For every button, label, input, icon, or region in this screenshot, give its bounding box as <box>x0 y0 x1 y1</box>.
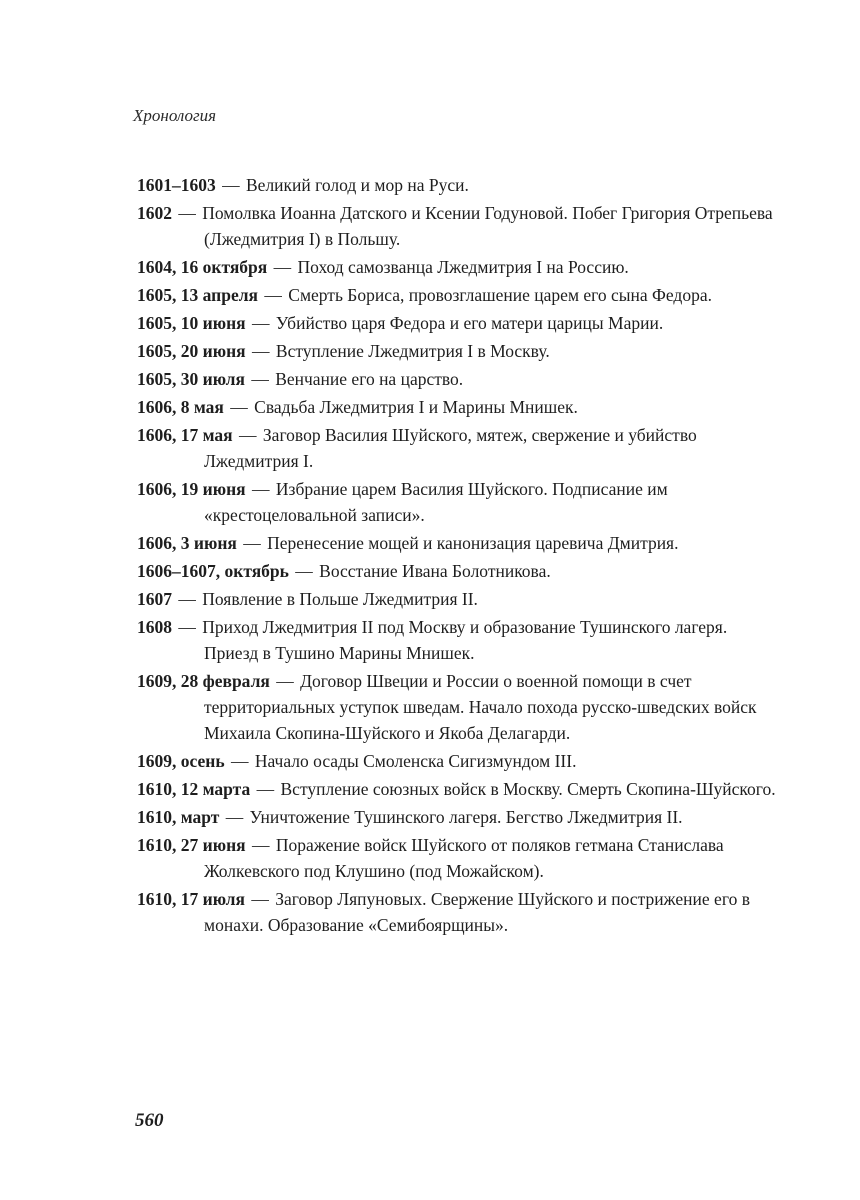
entry-text: Уничтожение Тушинского лагеря. Бегство Лжедмитрия II. <box>249 807 683 827</box>
dash-separator: — <box>247 313 274 333</box>
entry-text: Начало осады Смоленска Сигизмундом III. <box>254 751 577 771</box>
dash-separator: — <box>269 257 296 277</box>
entry-text: Заговор Ляпуновых. Свержение Шуйского и пострижение его в монахи. Образование «Семибоярщины». <box>204 889 750 935</box>
dash-separator: — <box>221 807 248 827</box>
chronology-entry <box>137 338 777 364</box>
chronology-entry <box>137 172 777 198</box>
chronology-entry <box>137 886 777 938</box>
page-number: 560 <box>135 1110 164 1131</box>
entry-date: 1610, 27 июня <box>137 835 246 855</box>
dash-separator: — <box>234 425 261 445</box>
running-head: Хронология <box>133 106 217 125</box>
entry-text: Вступление союзных войск в Москву. Смерть Скопина-Шуйского. <box>280 779 776 799</box>
dash-separator: — <box>260 285 287 305</box>
chronology-entry <box>137 254 777 280</box>
dash-separator: — <box>252 779 279 799</box>
entry-date: 1606, 17 мая <box>137 425 233 445</box>
chronology-entry <box>137 586 777 612</box>
entry-date: 1605, 13 апреля <box>137 285 259 305</box>
entry-text: Смерть Бориса, провозглашение царем его сына Федора. <box>288 285 712 305</box>
entry-text: Избрание царем Василия Шуйского. Подписание им «крестоцеловальной записи». <box>204 479 668 525</box>
dash-separator: — <box>174 589 201 609</box>
entry-date: 1605, 30 июля <box>137 369 245 389</box>
chronology-entry <box>137 476 777 528</box>
entry-date: 1604, 16 октября <box>137 257 268 277</box>
entry-text: Поражение войск Шуйского от поляков гетмана Станислава Жолкевского под Клушино (под Можайском). <box>204 835 724 881</box>
chronology-entry <box>137 748 777 774</box>
dash-separator: — <box>290 561 318 581</box>
entry-text: Перенесение мощей и канонизация царевича Дмитрия. <box>267 533 679 553</box>
entry-text: Договор Швеции и России о военной помощи в счет территориальных уступок шведам. Начало похода русско-шведских войск Михаила Скопина-Шуйского и Якоба Делагарди. <box>204 671 757 743</box>
entry-date: 1601–1603 <box>137 175 216 195</box>
entry-date: 1608 <box>137 617 172 637</box>
dash-separator: — <box>174 203 201 223</box>
entry-text: Помолвка Иоанна Датского и Ксении Годуновой. Побег Григория Отрепьева (Лжедмитрия I) в Польшу. <box>202 203 773 249</box>
chronology-entry <box>137 200 777 252</box>
entry-text: Великий голод и мор на Руси. <box>246 175 469 195</box>
chronology-entry <box>137 558 777 584</box>
entry-date: 1605, 10 июня <box>137 313 246 333</box>
entry-date: 1607 <box>137 589 172 609</box>
dash-separator: — <box>217 175 244 195</box>
entry-date: 1606–1607, октябрь <box>137 561 289 581</box>
entry-text: Свадьба Лжедмитрия I и Марины Мнишек. <box>254 397 578 417</box>
entry-text: Венчание его на царство. <box>275 369 464 389</box>
entry-date: 1610, 12 марта <box>137 779 251 799</box>
entry-text: Приход Лжедмитрия II под Москву и образование Тушинского лагеря. Приезд в Тушино Марины Мнишек. <box>202 617 728 663</box>
chronology-entry <box>137 394 777 420</box>
chronology-entry <box>137 614 777 666</box>
entry-text: Поход самозванца Лжедмитрия I на Россию. <box>297 257 629 277</box>
dash-separator: — <box>247 479 274 499</box>
dash-separator: — <box>174 617 201 637</box>
entry-date: 1605, 20 июня <box>137 341 246 361</box>
entry-date: 1606, 8 мая <box>137 397 224 417</box>
entry-date: 1602 <box>137 203 172 223</box>
dash-separator: — <box>238 533 266 553</box>
dash-separator: — <box>225 397 253 417</box>
dash-separator: — <box>246 369 274 389</box>
entry-date: 1609, 28 февраля <box>137 671 270 691</box>
dash-separator: — <box>246 889 274 909</box>
dash-separator: — <box>271 671 299 691</box>
chronology-list <box>137 172 777 940</box>
chronology-entry <box>137 282 777 308</box>
entry-date: 1610, 17 июля <box>137 889 245 909</box>
dash-separator: — <box>247 341 274 361</box>
entry-text: Вступление Лжедмитрия I в Москву. <box>275 341 550 361</box>
entry-date: 1609, осень <box>137 751 225 771</box>
entry-date: 1610, март <box>137 807 220 827</box>
entry-text: Восстание Ивана Болотникова. <box>319 561 551 581</box>
dash-separator: — <box>226 751 253 771</box>
entry-date: 1606, 3 июня <box>137 533 237 553</box>
chronology-entry <box>137 310 777 336</box>
chronology-entry <box>137 804 777 830</box>
entry-text: Появление в Польше Лжедмитрия II. <box>202 589 478 609</box>
dash-separator: — <box>247 835 274 855</box>
chronology-entry <box>137 366 777 392</box>
chronology-entry <box>137 832 777 884</box>
chronology-entry <box>137 776 777 802</box>
entry-text: Убийство царя Федора и его матери царицы Марии. <box>275 313 664 333</box>
chronology-entry <box>137 668 777 746</box>
entry-date: 1606, 19 июня <box>137 479 246 499</box>
chronology-entry <box>137 530 777 556</box>
entry-text: Заговор Василия Шуйского, мятеж, свержение и убийство Лжедмитрия I. <box>204 425 697 471</box>
chronology-entry <box>137 422 777 474</box>
